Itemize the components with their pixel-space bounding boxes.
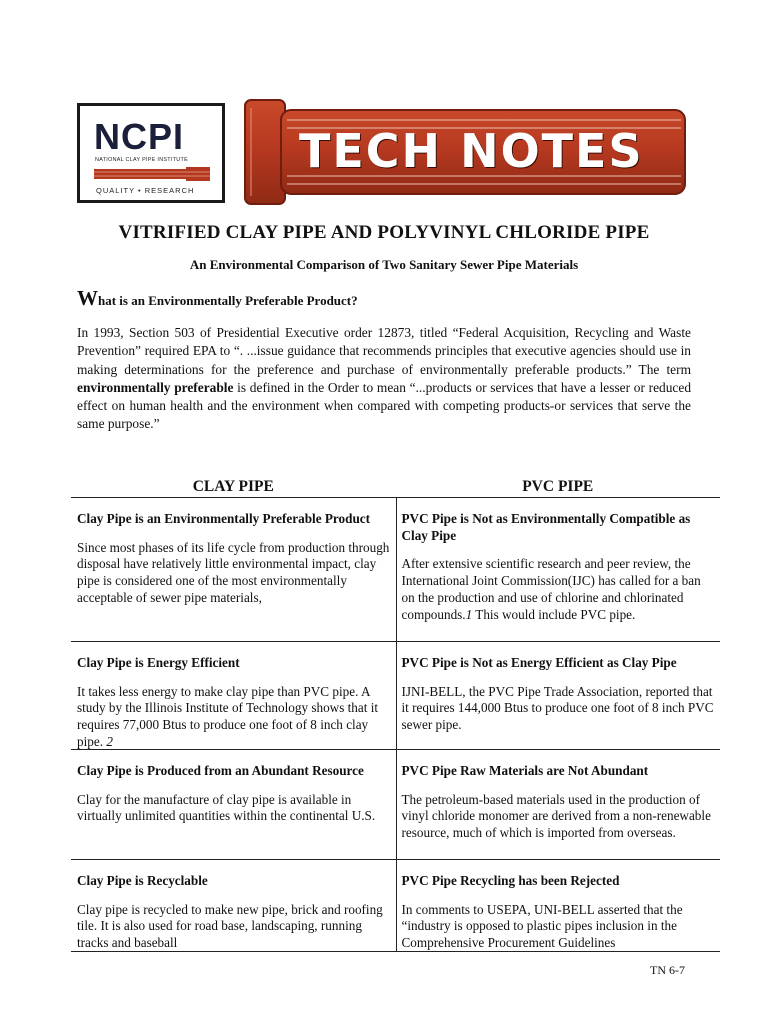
- intro-bold-term: environmentally preferable: [77, 379, 234, 395]
- document-subtitle: An Environmental Comparison of Two Sanitary Sewer Pipe Materials: [189, 257, 579, 272]
- pvc-heading: PVC Pipe is Not as Environmentally Compatible as Clay Pipe: [401, 511, 691, 543]
- pvc-text-body: After extensive scientific research and peer review, the International Joint Commission(IJC) has called for a ban on the production and use of chlorine and chlorinated compounds.: [401, 556, 701, 622]
- clay-heading: Clay Pipe is Energy Efficient: [77, 655, 240, 670]
- clay-heading: Clay Pipe is Produced from an Abundant Resource: [77, 763, 364, 778]
- clay-cell: [71, 860, 396, 951]
- table-row: [71, 750, 720, 860]
- clay-text: [77, 684, 390, 749]
- clay-text: Clay for the manufacture of clay pipe is available in virtually unlimited quantities within the continental U.S.: [77, 791, 376, 824]
- logo-tagline: QUALITY • RESEARCH: [96, 186, 195, 195]
- clay-heading: Clay Pipe is Recyclable: [77, 873, 208, 888]
- pvc-text-end: This would include PVC pipe.: [472, 606, 636, 622]
- footnote-ref: 1: [465, 606, 473, 622]
- pvc-cell: [396, 642, 721, 749]
- pvc-text: In comments to USEPA, UNI-BELL asserted that the “industry is opposed to plastic pipes inclusion in the Comprehensive Procurement Guidelines: [401, 901, 683, 951]
- clay-cell: [71, 642, 396, 749]
- table-row: [71, 498, 720, 642]
- table-row: [71, 860, 720, 952]
- pvc-cell: [396, 750, 721, 859]
- pvc-heading: PVC Pipe Raw Materials are Not Abundant: [401, 763, 649, 778]
- page-footer-code: TN 6-7: [650, 963, 685, 977]
- section-heading: [77, 286, 358, 311]
- table-row: [71, 642, 720, 750]
- footnote-ref: 2: [106, 733, 113, 749]
- pvc-cell: [396, 498, 721, 641]
- column-header-clay: CLAY PIPE: [192, 478, 274, 495]
- clay-heading: Clay Pipe is an Environmentally Preferable Product: [77, 511, 371, 526]
- drop-cap: W: [77, 286, 98, 310]
- logo-institute-name: NATIONAL CLAY PIPE INSTITUTE: [95, 157, 188, 163]
- pvc-heading: PVC Pipe is Not as Energy Efficient as Clay Pipe: [401, 655, 677, 670]
- logo-letters: NCPI: [94, 116, 185, 157]
- pvc-text: The petroleum-based materials used in the production of vinyl chloride monomer are derived from a non-renewable resource, much of which is imported from overseas.: [401, 791, 711, 841]
- clay-cell: [71, 750, 396, 859]
- clay-text: Since most phases of its life cycle from production through disposal have relatively little environmental impact, clay pipe is considered one of the most environmentally acceptable of sewer pipe materials,: [77, 539, 390, 605]
- clay-cell: [71, 498, 396, 641]
- clay-text-body: It takes less energy to make clay pipe than PVC pipe. A study by the Illinois Institute of Technology shows that it requires 77,000 Btus to produce one foot of 8 inch clay pipe.: [77, 683, 379, 749]
- document-title: VITRIFIED CLAY PIPE AND POLYVINYL CHLORIDE PIPE: [118, 222, 650, 243]
- banner-title: TECH NOTES: [299, 124, 644, 178]
- ncpi-logo: [77, 103, 225, 203]
- pvc-text: IJNI-BELL, the PVC Pipe Trade Association, reported that it requires 144,000 Btus to produce one foot of 8 inch PVC sewer pipe.: [401, 683, 714, 733]
- pvc-heading: PVC Pipe Recycling has been Rejected: [401, 873, 620, 888]
- clay-text: Clay pipe is recycled to make new pipe, brick and roofing tile. It is also used for road base, landscaping, running tracks and baseball: [77, 901, 383, 951]
- comparison-table: [71, 476, 720, 952]
- column-header-pvc: PVC PIPE: [522, 478, 594, 495]
- pvc-text: [402, 556, 715, 623]
- intro-text-1: In 1993, Section 503 of Presidential Executive order 12873, titled “Federal Acquisition, Recycling and Waste Prevention” required EPA to “. ...issue guidance that recommends principles that executive agencies should use in making determinations for the preference and purchase of environmentally preferable products.” The term: [77, 325, 691, 377]
- intro-text-2: is defined in the Order to mean “...products or services that have a lesser or reduced effect on human health and the environment when compared with competing products-or services that serve the same purpose.”: [77, 379, 692, 432]
- tech-notes-banner: [243, 98, 691, 206]
- pipe-logo-icon: [94, 167, 210, 181]
- section-heading-text: hat is an Environmentally Preferable Product?: [98, 293, 358, 308]
- table-header: [71, 476, 720, 498]
- pvc-cell: [396, 860, 721, 951]
- intro-paragraph: [77, 324, 691, 434]
